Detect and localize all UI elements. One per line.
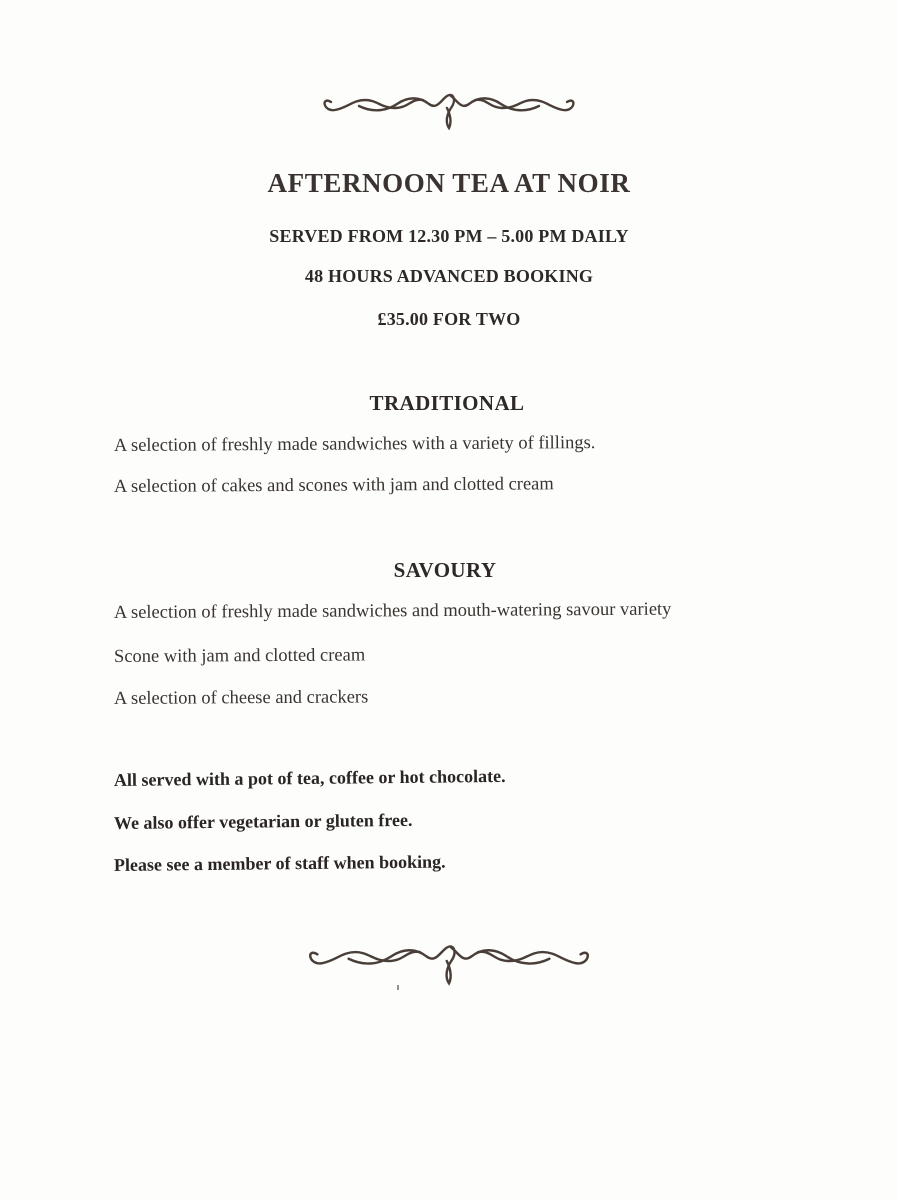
list-item: A selection of freshly made sandwiches with a variety of fillings. bbox=[113, 433, 596, 456]
booking-notice: 48 HOURS ADVANCED BOOKING bbox=[304, 266, 594, 286]
section-heading-traditional: TRADITIONAL bbox=[369, 391, 525, 415]
list-item: A selection of cakes and scones with jam and clotted cream bbox=[113, 474, 554, 497]
paper-speck bbox=[397, 985, 399, 990]
serving-hours: SERVED FROM 12.30 PM – 5.00 PM DAILY bbox=[269, 226, 629, 246]
top-ornament bbox=[0, 82, 898, 134]
section-heading-savoury: SAVOURY bbox=[393, 558, 497, 582]
note-staff: Please see a member of staff when booking. bbox=[113, 851, 446, 875]
flourish-divider-icon bbox=[302, 932, 596, 990]
flourish-divider-icon bbox=[319, 82, 579, 134]
note-beverages: All served with a pot of tea, coffee or hot chocolate. bbox=[113, 765, 506, 790]
note-dietary: We also offer vegetarian or gluten free. bbox=[113, 809, 413, 833]
list-item: A selection of cheese and crackers bbox=[113, 687, 369, 709]
list-item: A selection of freshly made sandwiches and mouth-watering savour variety bbox=[113, 599, 672, 623]
price: £35.00 FOR TWO bbox=[377, 309, 521, 329]
page-title: AFTERNOON TEA AT NOIR bbox=[267, 168, 631, 198]
bottom-ornament bbox=[0, 932, 898, 990]
list-item: Scone with jam and clotted cream bbox=[113, 645, 366, 667]
